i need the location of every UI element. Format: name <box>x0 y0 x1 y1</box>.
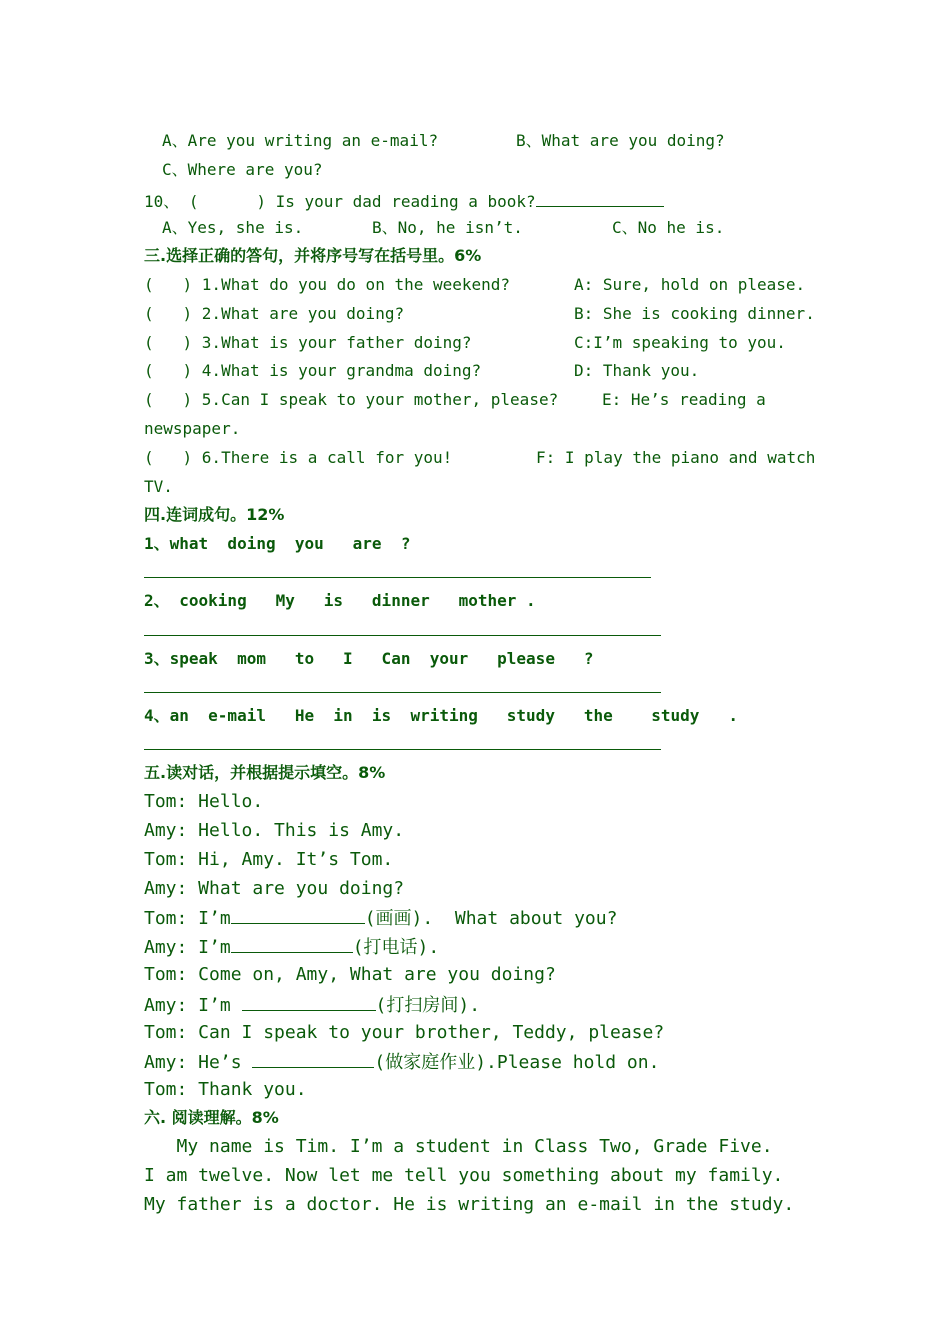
dialogue-line-5: Tom: I’m (画画). What about you? <box>144 908 618 929</box>
matching-answer-f: F: I play the piano and watch <box>536 448 816 467</box>
word-order-item-4: 4、an e-mail He in is writing study the study . <box>144 706 738 725</box>
reading-passage-line-2: I am twelve. Now let me tell you something about my family. <box>144 1165 784 1186</box>
q9-option-c: C、Where are you? <box>162 160 323 179</box>
matching-question-1: ( ) 1.What do you do on the weekend? <box>144 275 511 294</box>
q10-answer-blank[interactable] <box>536 189 664 207</box>
matching-answer-f-wrap: TV. <box>144 477 173 496</box>
dialogue-blank-4[interactable] <box>252 1050 374 1068</box>
reading-passage-line-3: My father is a doctor. He is writing an e-mail in the study. <box>144 1194 795 1215</box>
matching-answer-c: C:I’m speaking to you. <box>574 333 786 352</box>
matching-answer-e: E: He’s reading a <box>602 390 766 409</box>
matching-question-2: ( ) 2.What are you doing? <box>144 304 405 323</box>
q9-option-b: B、What are you doing? <box>516 131 725 150</box>
q10-option-b: B、No, he isn’t. <box>372 218 523 237</box>
dialogue-blank-3[interactable] <box>242 993 376 1011</box>
section-6-title: 六. 阅读理解。8% <box>144 1108 279 1127</box>
q9-option-a: A、Are you writing an e-mail? <box>162 131 439 150</box>
reading-passage-line-1: My name is Tim. I’m a student in Class Two, Grade Five. <box>144 1136 773 1157</box>
answer-line-3[interactable] <box>144 692 661 693</box>
matching-answer-b: B: She is cooking dinner. <box>574 304 815 323</box>
dialogue-line-7: Tom: Come on, Amy, What are you doing? <box>144 964 556 985</box>
dialogue-line-3: Tom: Hi, Amy. It’s Tom. <box>144 849 394 870</box>
dialogue-line-8: Amy: I’m (打扫房间). <box>144 995 481 1016</box>
matching-answer-a: A: Sure, hold on please. <box>574 275 806 294</box>
dialogue-blank-1[interactable] <box>231 906 365 924</box>
dialogue-line-9: Tom: Can I speak to your brother, Teddy, please? <box>144 1022 665 1043</box>
matching-question-3: ( ) 3.What is your father doing? <box>144 333 472 352</box>
section-4-title: 四.连词成句。12% <box>144 505 285 524</box>
answer-line-4[interactable] <box>144 749 661 750</box>
dialogue-blank-2[interactable] <box>231 935 353 953</box>
matching-question-5: ( ) 5.Can I speak to your mother, please? <box>144 390 559 409</box>
dialogue-line-10: Amy: He’s (做家庭作业).Please hold on. <box>144 1052 660 1073</box>
dialogue-line-1: Tom: Hello. <box>144 791 264 812</box>
answer-line-2[interactable] <box>144 635 661 636</box>
q10-option-c: C、No he is. <box>612 218 725 237</box>
q10-stem: 10、 ( ) Is your dad reading a book? <box>144 189 664 212</box>
section-5-title: 五.读对话，并根据提示填空。8% <box>144 763 386 782</box>
section-3-title: 三.选择正确的答句，并将序号写在括号里。6% <box>144 246 482 265</box>
dialogue-line-4: Amy: What are you doing? <box>144 878 405 899</box>
matching-question-4: ( ) 4.What is your grandma doing? <box>144 361 482 380</box>
answer-line-1[interactable] <box>144 577 651 578</box>
matching-answer-d: D: Thank you. <box>574 361 700 380</box>
word-order-item-3: 3、speak mom to I Can your please ? <box>144 649 594 668</box>
q10-option-a: A、Yes, she is. <box>162 218 304 237</box>
dialogue-line-6: Amy: I’m (打电话). <box>144 937 440 958</box>
matching-question-6: ( ) 6.There is a call for you! <box>144 448 453 467</box>
dialogue-line-2: Amy: Hello. This is Amy. <box>144 820 405 841</box>
word-order-item-1: 1、what doing you are ? <box>144 534 411 553</box>
matching-answer-e-wrap: newspaper. <box>144 419 241 438</box>
dialogue-line-11: Tom: Thank you. <box>144 1079 307 1100</box>
word-order-item-2: 2、 cooking My is dinner mother . <box>144 591 536 610</box>
